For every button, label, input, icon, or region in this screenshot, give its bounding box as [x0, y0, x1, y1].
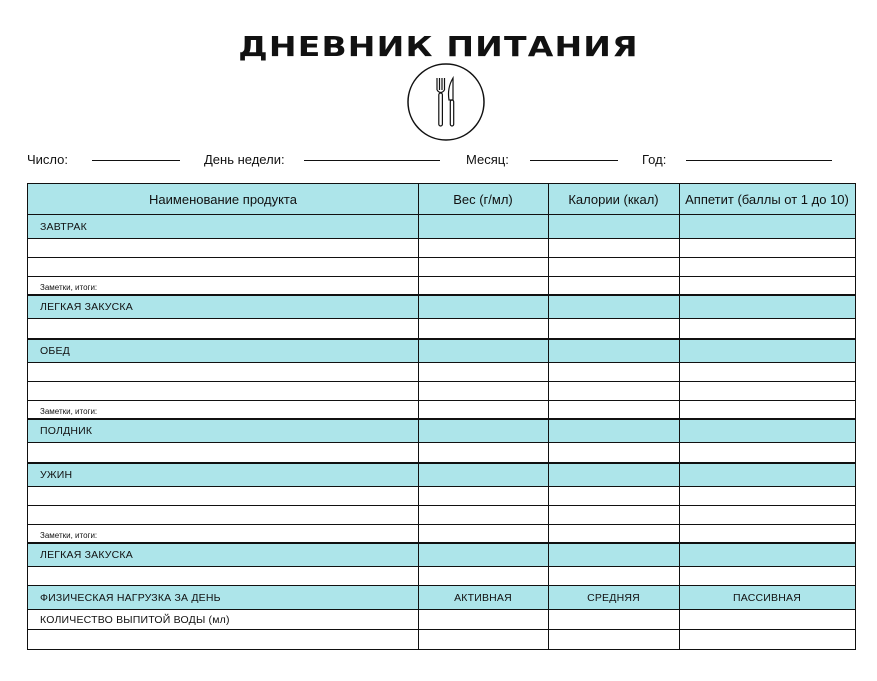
- activity-active-option[interactable]: АКТИВНАЯ: [454, 591, 512, 604]
- date-weekday-field[interactable]: [304, 160, 440, 161]
- table-row[interactable]: [28, 630, 855, 649]
- table-row[interactable]: [28, 487, 855, 506]
- table-header-row: [28, 184, 855, 215]
- notes-label: Заметки, итоги:: [40, 407, 98, 416]
- activity-passive-option[interactable]: ПАССИВНАЯ: [732, 591, 801, 604]
- date-month-label: Месяц:: [466, 152, 509, 167]
- header-calories: Калории (ккал): [568, 191, 659, 207]
- table-row[interactable]: [28, 382, 855, 401]
- header-appetite: Аппетит (баллы от 1 до 10): [685, 191, 849, 207]
- notes-label: Заметки, итоги:: [40, 283, 98, 292]
- date-day-label: Число:: [27, 152, 68, 167]
- section-label: ПОЛДНИК: [40, 425, 93, 437]
- section-label: ЛЕГКАЯ ЗАКУСКА: [40, 549, 133, 561]
- table-row[interactable]: [28, 567, 855, 586]
- section-dinner: [28, 463, 855, 487]
- table-row[interactable]: [28, 506, 855, 525]
- section-label: УЖИН: [40, 469, 73, 481]
- page-title: ДНЕВНИК ПИТАНИЯ: [238, 30, 639, 63]
- table-row[interactable]: [28, 319, 855, 339]
- section-label: ЛЕГКАЯ ЗАКУСКА: [40, 301, 133, 313]
- notes-row[interactable]: [28, 525, 855, 543]
- table-row[interactable]: [28, 239, 855, 258]
- table-row[interactable]: [28, 443, 855, 463]
- section-breakfast: [28, 215, 855, 239]
- header-weight: Вес (г/мл): [453, 191, 513, 207]
- section-snack-1: [28, 295, 855, 319]
- date-weekday-label: День недели:: [204, 152, 285, 167]
- notes-row[interactable]: [28, 401, 855, 419]
- activity-medium-option[interactable]: СРЕДНЯЯ: [587, 591, 640, 604]
- date-fields-row: [0, 150, 877, 170]
- notes-label: Заметки, итоги:: [40, 531, 98, 540]
- notes-row[interactable]: [28, 277, 855, 295]
- column-divider: [679, 184, 680, 649]
- date-year-field[interactable]: [686, 160, 832, 161]
- section-label: ЗАВТРАК: [40, 220, 87, 233]
- column-divider: [418, 184, 419, 649]
- water-label: КОЛИЧЕСТВО ВЫПИТОЙ ВОДЫ (мл): [40, 613, 230, 626]
- table-row[interactable]: [28, 258, 855, 277]
- fork-knife-plate-icon: [406, 62, 486, 142]
- section-label: ОБЕД: [40, 345, 70, 357]
- section-afternoon-snack: [28, 419, 855, 443]
- activity-row: [28, 586, 855, 610]
- date-year-label: Год:: [642, 152, 667, 167]
- date-month-field[interactable]: [530, 160, 618, 161]
- date-day-field[interactable]: [92, 160, 180, 161]
- section-lunch: [28, 339, 855, 363]
- table-row[interactable]: [28, 363, 855, 382]
- column-divider: [548, 184, 549, 649]
- header-product: Наименование продукта: [149, 191, 297, 207]
- water-row: [28, 610, 855, 630]
- activity-label: ФИЗИЧЕСКАЯ НАГРУЗКА ЗА ДЕНЬ: [40, 591, 221, 604]
- food-diary-table: [27, 183, 856, 650]
- section-snack-2: [28, 543, 855, 567]
